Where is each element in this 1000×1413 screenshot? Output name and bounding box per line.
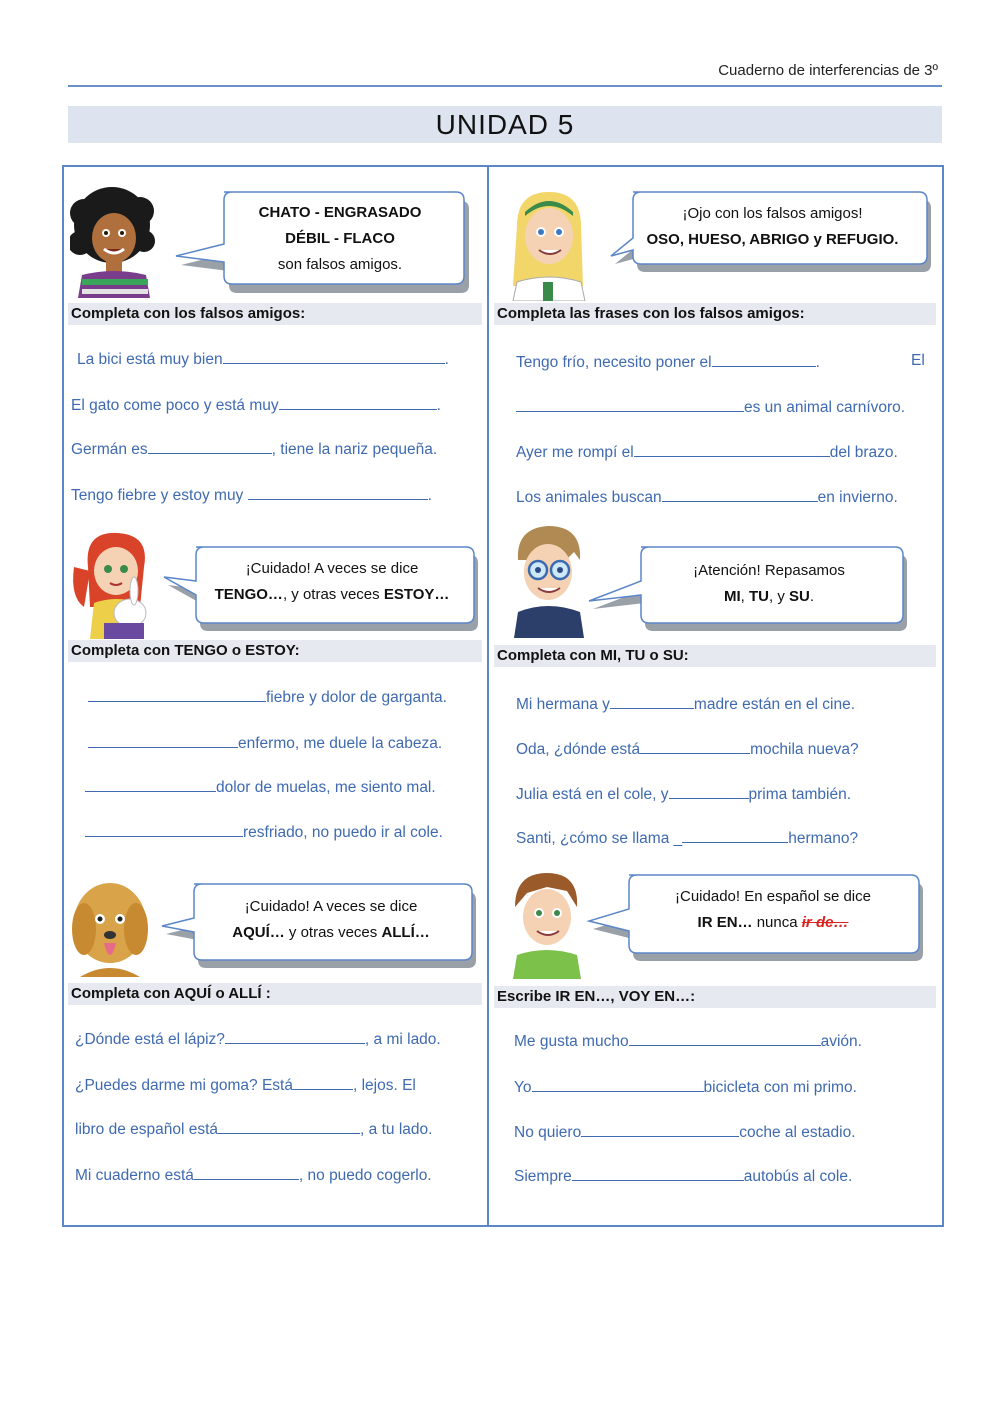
bubble-text-5 (194, 894, 468, 946)
line-text: Tengo fiebre y estoy muy (71, 487, 248, 504)
exercise-line (71, 395, 441, 415)
line-text: La bici está muy bien (77, 351, 223, 368)
line-text: , a mi lado. (364, 1031, 441, 1048)
line-text: es un animal carnívoro. (744, 399, 906, 416)
line-text: Ayer me rompí el (516, 444, 634, 461)
exercise-line (516, 828, 858, 848)
bubble-word-line: OSO, HUESO, ABRIGO y REFUGIO. (646, 231, 899, 248)
bubble-note: . (809, 588, 815, 605)
bubble-note: , (740, 588, 749, 605)
boy-with-glasses-avatar (508, 520, 590, 638)
blonde-girl-avatar (503, 186, 591, 301)
exercise-line (516, 784, 851, 804)
exercise-line (514, 1031, 862, 1051)
bubble-note: , y otras veces (282, 586, 384, 603)
bubble-text-4 (641, 558, 897, 610)
line-text: Germán es (71, 441, 148, 458)
exercise-line (516, 352, 820, 372)
exercise-line (85, 822, 443, 842)
answer-blank[interactable] (581, 1122, 739, 1137)
line-text: Mi cuaderno está (75, 1167, 194, 1184)
exercise-line (516, 739, 859, 759)
line-text: fiebre y dolor de garganta. (266, 689, 447, 706)
exercise-line (77, 349, 449, 369)
header-text: Cuaderno de interferencias de 3º (718, 62, 938, 79)
bubble-keyword: ESTOY… (383, 586, 450, 603)
line-text: , a tu lado. (360, 1121, 433, 1138)
bubble-word-line-2: DÉBIL - FLACO (285, 230, 395, 247)
line-text: . (427, 487, 432, 504)
line-text: Oda, ¿dónde está (516, 741, 641, 758)
section-heading-frases: Completa las frases con los falsos amigos: (494, 303, 936, 325)
line-text: ¿Dónde está el lápiz? (75, 1031, 225, 1048)
line-text: Siempre (514, 1168, 572, 1185)
exercise-line (516, 694, 855, 714)
bubble-note: y otras veces (284, 924, 382, 941)
bubble-note: ¡Cuidado! En español se dice (675, 888, 871, 905)
line-text: coche al estadio. (739, 1124, 856, 1141)
line-text: avión. (820, 1033, 862, 1050)
girl-curly-hair-avatar (70, 183, 155, 298)
bubble-note: son falsos amigos. (277, 256, 403, 273)
bubble-note: , y (768, 588, 789, 605)
crossed-out-phrase: ir de… (801, 914, 849, 931)
answer-blank[interactable] (572, 1166, 744, 1181)
answer-blank[interactable] (248, 485, 428, 500)
line-text: . (444, 351, 449, 368)
section-heading-ir-en: Escribe IR EN…, VOY EN…: (494, 986, 936, 1008)
exercise-line (88, 687, 447, 707)
line-text: hermano? (788, 830, 859, 847)
line-text: Mi hermana y (516, 696, 610, 713)
section-heading-aqui-alli: Completa con AQUÍ o ALLÍ : (68, 983, 482, 1005)
line-text: mochila nueva? (750, 741, 859, 758)
exercise-line (85, 777, 436, 797)
bubble-text-2 (630, 201, 915, 253)
line-text: autobús al cole. (743, 1168, 853, 1185)
exercise-line (516, 487, 898, 507)
line-text: ¿Puedes darme mi goma? Está (75, 1077, 293, 1094)
line-text: Me gusta mucho (514, 1033, 629, 1050)
bubble-keyword: MI (723, 588, 741, 605)
line-text: El (911, 352, 925, 369)
column-divider (487, 165, 489, 1227)
bubble-note: ¡Atención! Repasamos (693, 562, 845, 579)
line-text: Los animales buscan (516, 489, 662, 506)
line-text: enfermo, me duele la cabeza. (238, 735, 443, 752)
answer-blank[interactable] (85, 777, 216, 792)
line-text: madre están en el cine. (693, 696, 856, 713)
exercise-line (514, 1077, 857, 1097)
dog-avatar (70, 877, 150, 977)
answer-blank[interactable] (194, 1165, 299, 1180)
answer-blank[interactable] (712, 352, 816, 367)
answer-blank[interactable] (629, 1031, 821, 1046)
answer-blank[interactable] (640, 739, 750, 754)
bubble-keyword: TENGO… (214, 586, 283, 603)
page-title: UNIDAD 5 (68, 106, 942, 143)
exercise-line (75, 1165, 432, 1185)
line-text: del brazo. (829, 444, 898, 461)
bubble-word-line-1: CHATO - ENGRASADO (258, 204, 422, 221)
exercise-line (88, 733, 442, 753)
bubble-keyword: TU (748, 588, 769, 605)
exercise-line (71, 439, 437, 459)
answer-blank[interactable] (218, 1119, 360, 1134)
exercise-line (514, 1166, 852, 1186)
line-text: resfriado, no puedo ir al cole. (243, 824, 443, 841)
line-text: bicicleta con mi primo. (703, 1079, 857, 1096)
answer-blank[interactable] (634, 442, 830, 457)
answer-blank[interactable] (225, 1029, 365, 1044)
bubble-keyword: ALLÍ… (381, 924, 430, 941)
bubble-note: ¡Ojo con los falsos amigos! (682, 205, 863, 222)
answer-blank[interactable] (516, 397, 744, 412)
bubble-text-1 (224, 200, 456, 278)
line-text: Yo (514, 1079, 532, 1096)
exercise-line (75, 1119, 432, 1139)
answer-blank[interactable] (88, 733, 238, 748)
answer-blank[interactable] (669, 784, 749, 799)
answer-blank[interactable] (223, 349, 445, 364)
bubble-keyword: SU (789, 588, 810, 605)
line-text: El gato come poco y está muy (71, 397, 279, 414)
line-text: , no puedo cogerlo. (298, 1167, 432, 1184)
answer-blank[interactable] (610, 694, 694, 709)
line-text: libro de español está (75, 1121, 219, 1138)
section-heading-tengo-estoy: Completa con TENGO o ESTOY: (68, 640, 482, 662)
line-text: , tiene la nariz pequeña. (271, 441, 438, 458)
line-text: dolor de muelas, me siento mal. (216, 779, 436, 796)
bubble-note: ¡Cuidado! A veces se dice (244, 898, 418, 915)
line-text: No quiero (514, 1124, 582, 1141)
redhead-girl-with-rabbit-avatar (70, 527, 160, 639)
section-heading-falsos-amigos: Completa con los falsos amigos: (68, 303, 482, 325)
header-rule (68, 85, 942, 87)
exercise-line (514, 1122, 856, 1142)
exercise-line (516, 442, 898, 462)
exercise-line (516, 397, 905, 417)
exercise-line (75, 1075, 416, 1095)
section-heading-mi-tu-su: Completa con MI, TU o SU: (494, 645, 936, 667)
bubble-keyword: AQUÍ… (232, 924, 285, 941)
answer-blank[interactable] (682, 828, 788, 843)
exercise-line (71, 485, 432, 505)
answer-blank[interactable] (85, 822, 243, 837)
line-text: . (436, 397, 441, 414)
line-text: Julia está en el cole, y (516, 786, 669, 803)
answer-blank[interactable] (88, 687, 266, 702)
line-text: prima también. (748, 786, 852, 803)
exercise-line (75, 1029, 441, 1049)
bubble-keyword: IR EN… (697, 914, 753, 931)
bubble-note: nunca (752, 914, 802, 931)
line-text: en invierno. (817, 489, 898, 506)
answer-blank[interactable] (293, 1075, 353, 1090)
answer-blank[interactable] (532, 1077, 704, 1092)
answer-blank[interactable] (148, 439, 272, 454)
answer-blank[interactable] (279, 395, 437, 410)
bubble-note: ¡Cuidado! A veces se dice (245, 560, 419, 577)
line-text: Santi, ¿cómo se llama _ (516, 830, 683, 847)
bubble-text-3 (196, 556, 468, 608)
bubble-text-6 (630, 884, 916, 936)
line-text: , lejos. El (352, 1077, 416, 1094)
boy-green-shirt-avatar (505, 867, 587, 979)
line-text: . (815, 354, 820, 371)
answer-blank[interactable] (662, 487, 818, 502)
line-text: Tengo frío, necesito poner el (516, 354, 712, 371)
